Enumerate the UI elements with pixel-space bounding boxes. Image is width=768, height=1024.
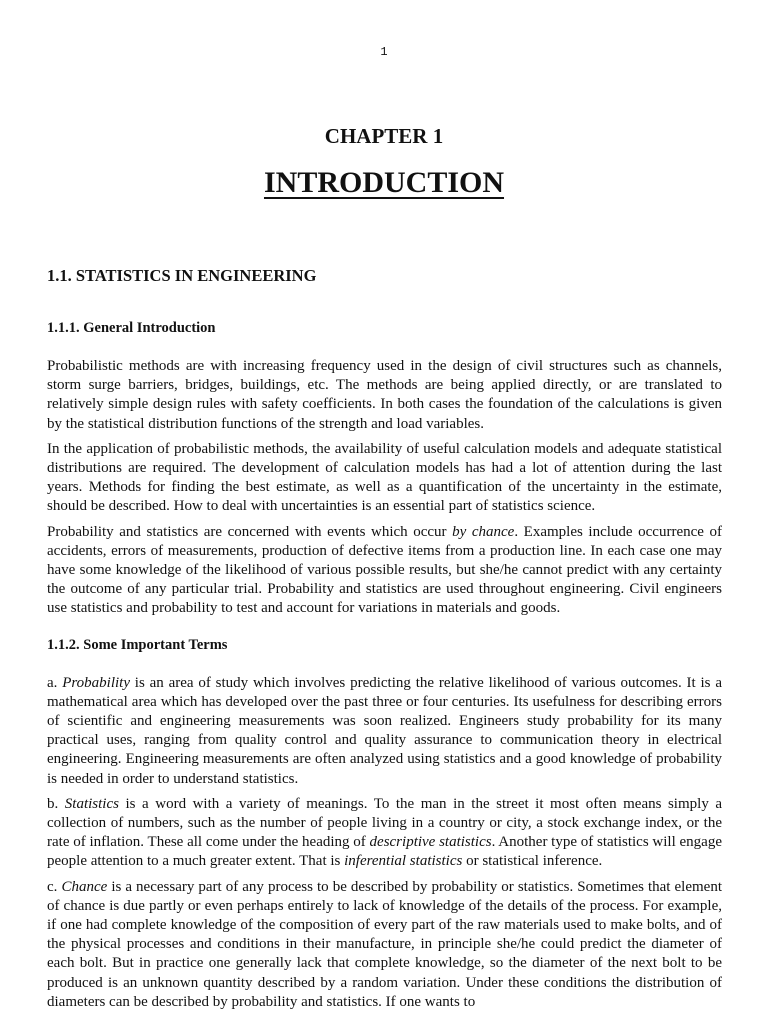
term-item-statistics [47,795,722,872]
page-number: 1 [380,45,388,59]
term-statistics: Statistics [64,795,119,812]
item-prefix: a. [47,674,63,691]
term-chance: Chance [61,878,108,895]
emphasis-by-chance: by chance [452,523,515,540]
emphasis-inferential-statistics: inferential statistics [344,853,463,870]
item-text: is an area of study which involves predicting the relative likelihood of various outcomes. It is a mathematical area which has developed over the past three or four centuries. Its usefulness for describing errors of scientific and engineering measurements was soon realized. Engineers study probability for its many practical uses, ranging from quality control and quality assurance to communication theory in electrical engineering. Engineering measurements are often analyzed using statistics and a good knowledge of probability is needed in order to understand statistics. [47,674,722,787]
emphasis-descriptive-statistics: descriptive statistics [369,834,492,851]
chapter-label: CHAPTER 1 [324,124,444,148]
subsection-heading-general-introduction: 1.1.1. General Introduction [47,320,216,336]
chapter-title-text: INTRODUCTION [263,166,505,199]
chapter-title [0,166,768,200]
paragraph-probability-and-statistics [47,523,722,619]
term-item-chance [47,878,722,1012]
paragraph-text: Probability and statistics are concerned with events which occur [47,523,453,540]
paragraph-application-of-methods: In the application of probabilistic methods, the availability of useful calculation models and adequate statistical distributions are required. The development of calculation models has had a lot of attention during the last years. Methods for finding the best estimate, as well as a quantification of the uncertainty in the estimate, should be described. How to deal with uncertainties is an essential part of statistics science. [47,440,722,515]
paragraph-text: . Examples include occurrence of accidents, errors of measurements, production of defective items from a production line. In each case one may have some knowledge of the likelihood of various possible results, but she/he cannot predict with any certainty the outcome of any particular trial. Probability and statistics are used throughout engineering. Civil engineers use statistics and probability to test and account for variations in materials and goods. [47,523,722,617]
term-item-probability [47,674,722,789]
item-text: . Another type of statistics will engage people attention to a much greater extent. That is [47,834,722,870]
document-body [47,264,722,1012]
term-probability: Probability [62,674,130,691]
item-text: is a word with a variety of meanings. To the man in the street it most often means simply a collection of numbers, such as the number of people living in a country or city, a stock exchange index, or the rate of inflation. These all come under the heading of [47,795,723,851]
item-prefix: c. [47,878,62,895]
paragraph-probabilistic-methods: Probabilistic methods are with increasing frequency used in the design of civil structures such as channels, storm surge barriers, bridges, buildings, etc. The methods are being applied directly, or are translated to relatively simple design rules with safety coefficients. In both cases the foundation of the calculations is given by the statistical distribution functions of the strength and load variables. [47,358,722,432]
item-prefix: b. [47,795,65,812]
item-text: or statistical inference. [462,853,603,870]
item-text: is a necessary part of any process to be described by probability or statistics. Sometimes that element of chance is due partly or even perhaps entirely to lack of knowledge of the details of the process. For example, if one had complete knowledge of the composition of every part of the raw materials used to make bolts, and of the physical processes and conditions in their manufacture, in principle she/he could predict the diameter of each bolt. But in practice one generally lack that complete knowledge, so the diameter of the next bolt to be produced is an unknown quantity described by a random variation. Under these conditions the distribution of diameters can be described by probability and statistics. If one wants to [47,878,722,1010]
section-heading: 1.1. STATISTICS IN ENGINEERING [47,266,317,285]
subsection-heading-important-terms: 1.1.2. Some Important Terms [47,636,228,653]
